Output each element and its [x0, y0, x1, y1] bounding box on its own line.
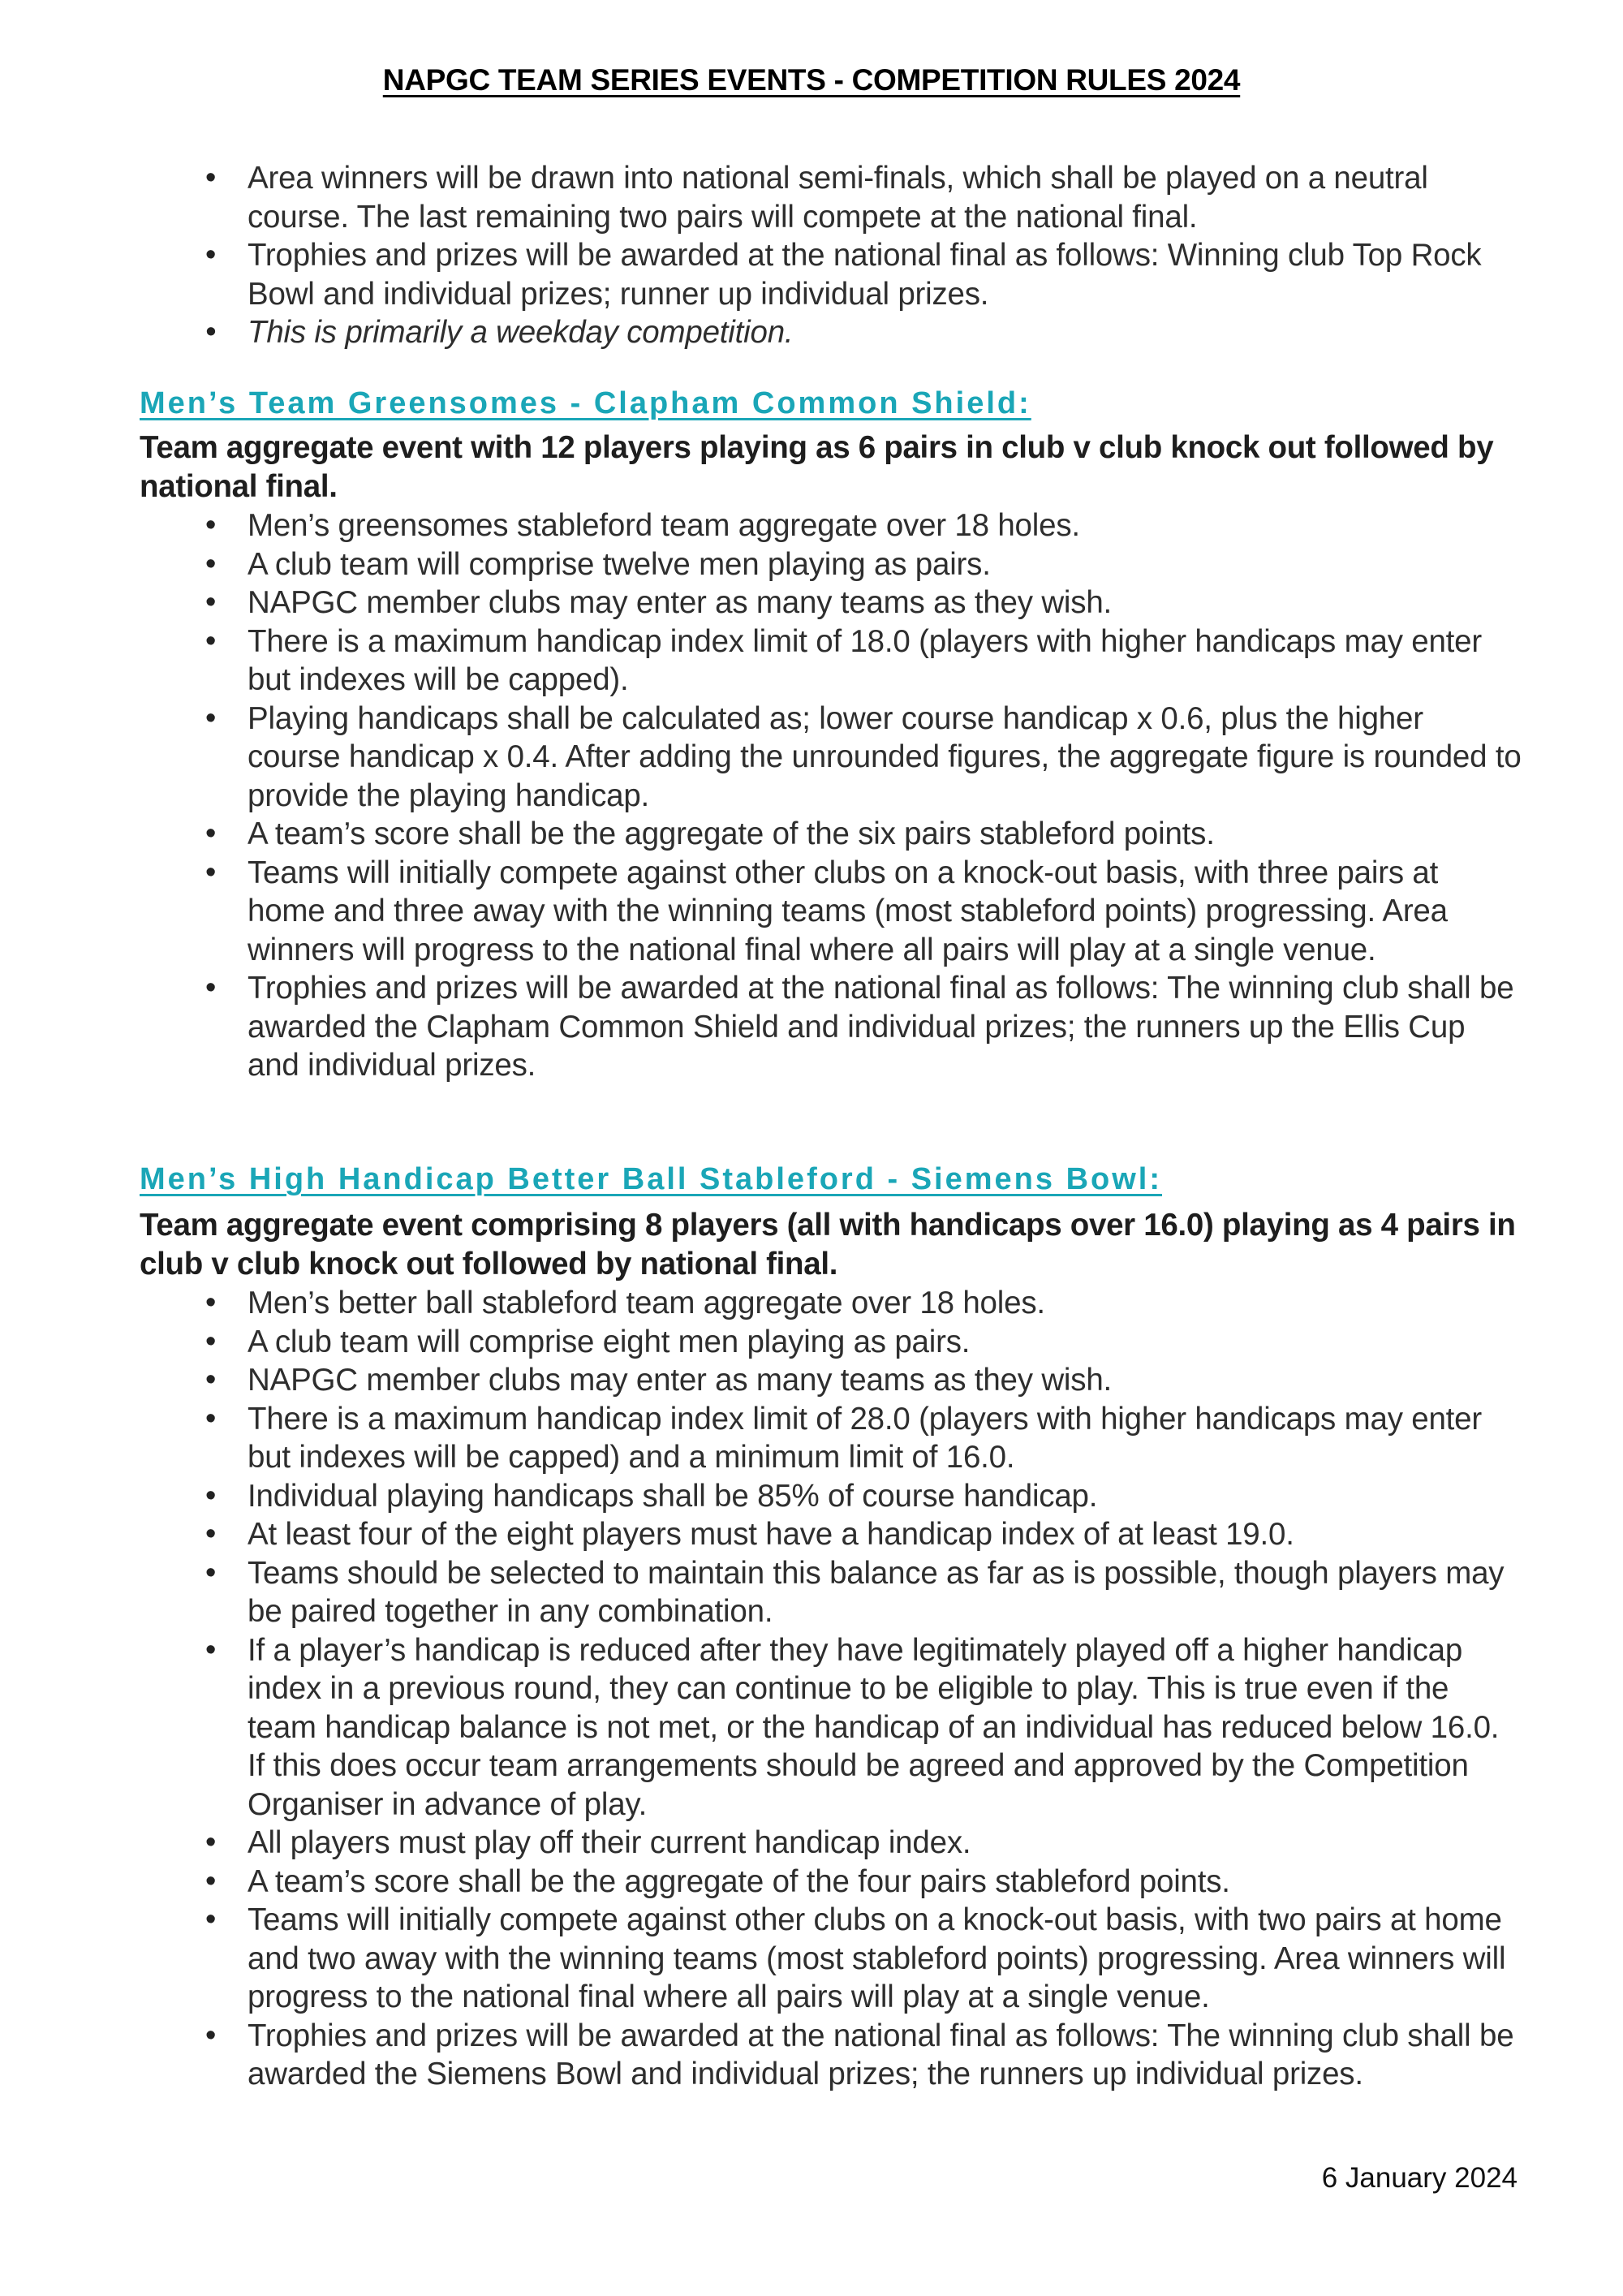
list-item: • NAPGC member clubs may enter as many teams as they wish.: [205, 584, 1524, 622]
section-heading-siemens-bowl: Men’s High Handicap Better Ball Stableford - Siemens Bowl:: [140, 1162, 1162, 1196]
list-item: • There is a maximum handicap index limit of 18.0 (players with higher handicaps may enter but indexes will be capped).: [205, 622, 1524, 700]
list-item: • At least four of the eight players must have a handicap index of at least 19.0.: [205, 1515, 1524, 1554]
list-item: • Area winners will be drawn into national semi-finals, which shall be played on a neutral course. The last remaining two pairs will compete at the national final.: [205, 159, 1524, 236]
siemens-bowl-bullet-list: [205, 1284, 1524, 2094]
list-item: • Playing handicaps shall be calculated as; lower course handicap x 0.6, plus the higher course handicap x 0.4. After adding the unrounded figures, the aggregate figure is rounded to provide the playing handicap.: [205, 700, 1524, 816]
list-item: • Men’s better ball stableford team aggregate over 18 holes.: [205, 1284, 1524, 1323]
list-item: • This is primarily a weekday competition.: [205, 313, 1524, 352]
list-item: • All players must play off their current handicap index.: [205, 1824, 1524, 1863]
list-item: • Teams will initially compete against other clubs on a knock-out basis, with two pairs at home and two away with the winning teams (most stableford points) progressing. Area winners will progress to the national final where all pairs will play at a single venue.: [205, 1901, 1524, 2017]
list-item: • A team’s score shall be the aggregate of the four pairs stableford points.: [205, 1863, 1524, 1902]
list-item: • There is a maximum handicap index limit of 28.0 (players with higher handicaps may enter but indexes will be capped) and a minimum limit of 16.0.: [205, 1400, 1524, 1477]
list-item: • Trophies and prizes will be awarded at the national final as follows: The winning club shall be awarded the Siemens Bowl and individual prizes; the runners up individual prizes.: [205, 2017, 1524, 2094]
list-item: • If a player’s handicap is reduced after they have legitimately played off a higher handicap index in a previous round, they can continue to be eligible to play. This is true even if the team handicap balance is not met, or the handicap of an individual has reduced below 16.0. If this does occur team arrangements should be agreed and approved by the Competition Organiser in advance of play.: [205, 1631, 1524, 1824]
list-item: • A team’s score shall be the aggregate of the six pairs stableford points.: [205, 815, 1524, 854]
list-item: • Individual playing handicaps shall be 85% of course handicap.: [205, 1477, 1524, 1516]
list-item: • NAPGC member clubs may enter as many teams as they wish.: [205, 1361, 1524, 1400]
list-item: • A club team will comprise eight men playing as pairs.: [205, 1323, 1524, 1362]
list-item: • A club team will comprise twelve men playing as pairs.: [205, 545, 1524, 584]
section-intro-greensomes: Team aggregate event with 12 players playing as 6 pairs in club v club knock out followed by national final.: [140, 430, 1494, 504]
list-item: • Teams will initially compete against other clubs on a knock-out basis, with three pairs at home and three away with the winning teams (most stableford points) progressing. Area winners will progress to the national final where all pairs will play at a single venue.: [205, 854, 1524, 970]
list-item: • Trophies and prizes will be awarded at the national final as follows: Winning club Top Rock Bowl and individual prizes; runner up individual prizes.: [205, 236, 1524, 313]
list-item: • Teams should be selected to maintain this balance as far as is possible, though players may be paired together in any combination.: [205, 1554, 1524, 1631]
section-intro-siemens-bowl: Team aggregate event comprising 8 players (all with handicaps over 16.0) playing as 4 pairs in club v club knock out followed by national final.: [140, 1208, 1516, 1282]
footer-date: 6 January 2024: [1321, 2162, 1518, 2194]
document-title-text: NAPGC TEAM SERIES EVENTS - COMPETITION RULES 2024: [382, 63, 1241, 97]
list-item: • Men’s greensomes stableford team aggregate over 18 holes.: [205, 506, 1524, 545]
document-title: [0, 63, 1623, 97]
greensomes-bullet-list: [205, 506, 1524, 1085]
section-heading-greensomes: Men’s Team Greensomes - Clapham Common Shield:: [140, 386, 1031, 420]
list-item: • Trophies and prizes will be awarded at the national final as follows: The winning club shall be awarded the Clapham Common Shield and individual prizes; the runners up the Ellis Cup and individual prizes.: [205, 969, 1524, 1085]
intro-bullet-list: [205, 159, 1524, 352]
